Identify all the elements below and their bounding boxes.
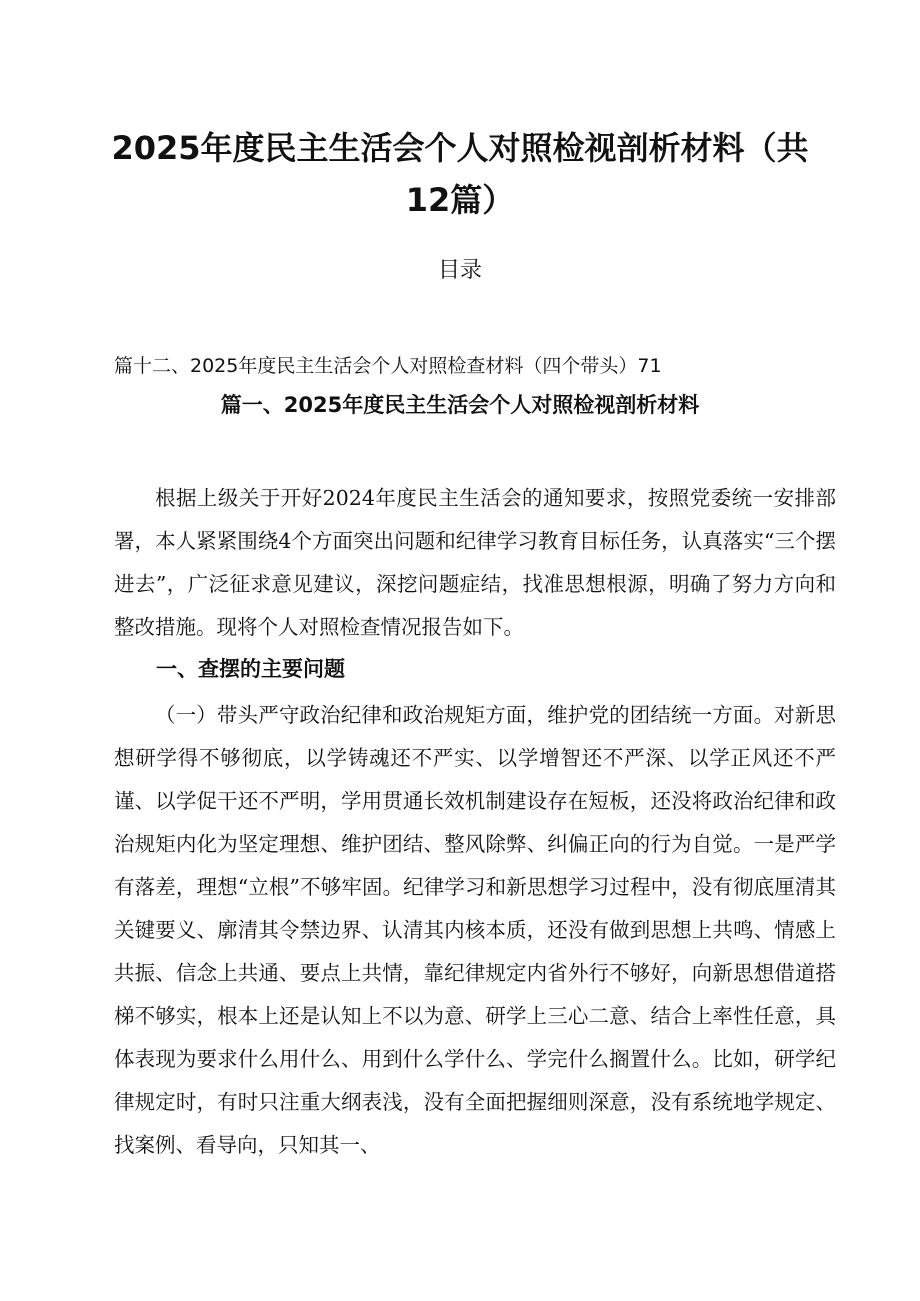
intro-paragraph: 根据上级关于开好2024年度民主生活会的通知要求，按照党委统一安排部署，本人紧紧围绕4个方面突出问题和纪律学习教育目标任务，认真落实“三个摆进去”，广泛征求意见建议，深挖问题症结，找准思想根源，明确了努力方向和整改措施。现将个人对照检查情况报告如下。 <box>114 486 836 639</box>
toc-entry-page: 71 <box>637 355 662 377</box>
toc-entry[interactable] <box>114 350 662 382</box>
heading-level-1: 一、查摆的主要问题 <box>156 657 345 681</box>
toc-heading: 目录 <box>437 258 482 283</box>
section-title: 篇一、2025年度民主生活会个人对照检视剖析材料 <box>220 393 700 417</box>
toc-entry-label: 篇十二、2025年度民主生活会个人对照检查材料（四个带头） <box>114 355 638 377</box>
document-title: 2025年度民主生活会个人对照检视剖析材料（共12篇） <box>111 129 809 219</box>
body-paragraph: （一）带头严守政治纪律和政治规矩方面，维护党的团结统一方面。对新思想研学得不够彻底，以学铸魂还不严实、以学增智还不严深、以学正风还不严谨、以学促干还不严明，学用贯通长效机制建设存在短板，还没将政治纪律和政治规矩内化为坚定理想、维护团结、整风除弊、纠偏正向的行为自觉。一是严学有落差，理想“立根”不够牢固。纪律学习和新思想学习过程中，没有彻底厘清其关键要义、廓清其令禁边界、认清其内核本质，还没有做到思想上共鸣、情感上共振、信念上共通、要点上共情，靠纪律规定内省外行不够好，向新思想借道搭梯不够实，根本上还是认知上不以为意、研学上三心二意、结合上率性任意，具体表现为要求什么用什么、用到什么学什么、学完什么搁置什么。比如，研学纪律规定时，有时只注重大纲表浅，没有全面把握细则深意，没有系统地学规定、找案例、看导向，只知其一、 <box>114 703 836 1157</box>
